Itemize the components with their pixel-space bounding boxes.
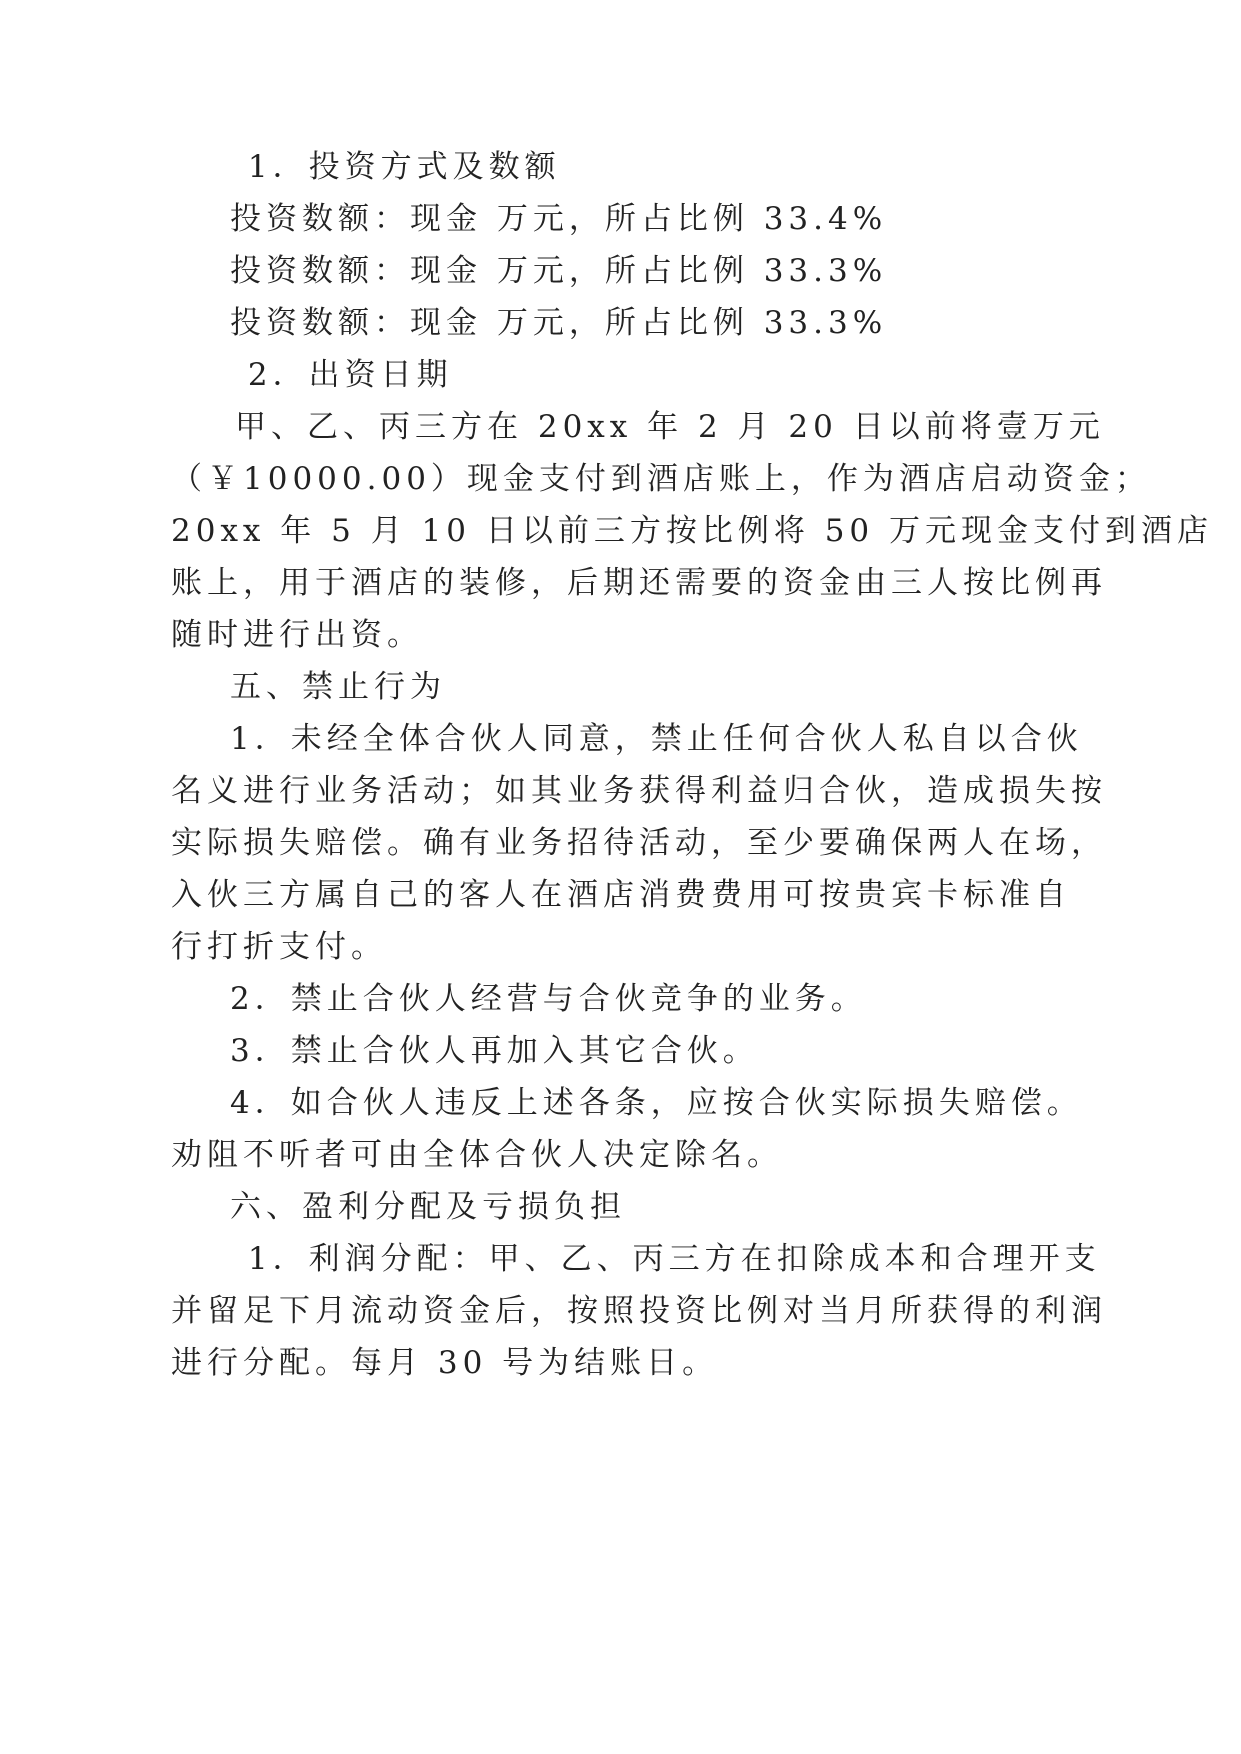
text-line: 4．如合伙人违反上述各条，应按合伙实际损失赔偿。 [230, 1085, 1083, 1121]
text-line: 并留足下月流动资金后，按照投资比例对当月所获得的利润 [171, 1293, 1107, 1329]
text-line: 甲、乙、丙三方在 20xx 年 2 月 20 日以前将壹万元 [235, 409, 1105, 445]
text-line: 名义进行业务活动；如其业务获得利益归合伙，造成损失按 [171, 773, 1107, 809]
text-line: 入伙三方属自己的客人在酒店消费费用可按贵宾卡标准自 [171, 877, 1071, 913]
text-line: 投资数额：现金 万元，所占比例 33.3% [230, 305, 888, 341]
section-heading-profit-loss: 六、盈利分配及亏损负担 [230, 1189, 626, 1225]
text-line: 劝阻不听者可由全体合伙人决定除名。 [171, 1137, 783, 1173]
text-line: 行打折支付。 [171, 929, 387, 965]
text-line: （￥10000.00）现金支付到酒店账上，作为酒店启动资金； [171, 461, 1151, 497]
text-line: 随时进行出资。 [171, 617, 423, 653]
text-line: 进行分配。每月 30 号为结账日。 [171, 1345, 719, 1381]
text-line: 1．未经全体合伙人同意，禁止任何合伙人私自以合伙 [230, 721, 1083, 757]
text-line: 投资数额：现金 万元，所占比例 33.4% [230, 201, 888, 237]
text-line: 3．禁止合伙人再加入其它合伙。 [230, 1033, 759, 1069]
heading-investment-method: 1．投资方式及数额 [233, 149, 561, 185]
text-line: 1．利润分配：甲、乙、丙三方在扣除成本和合理开支 [233, 1241, 1101, 1277]
text-line: 20xx 年 5 月 10 日以前三方按比例将 50 万元现金支付到酒店 [171, 513, 1214, 549]
text-line: 实际损失赔偿。确有业务招待活动，至少要确保两人在场， [171, 825, 1107, 861]
text-line: 2．禁止合伙人经营与合伙竞争的业务。 [230, 981, 867, 1017]
section-heading-prohibited-conduct: 五、禁止行为 [230, 669, 446, 705]
text-line: 账上，用于酒店的装修，后期还需要的资金由三人按比例再 [171, 565, 1107, 601]
text-line: 投资数额：现金 万元，所占比例 33.3% [230, 253, 888, 289]
heading-contribution-date: 2．出资日期 [233, 357, 453, 393]
